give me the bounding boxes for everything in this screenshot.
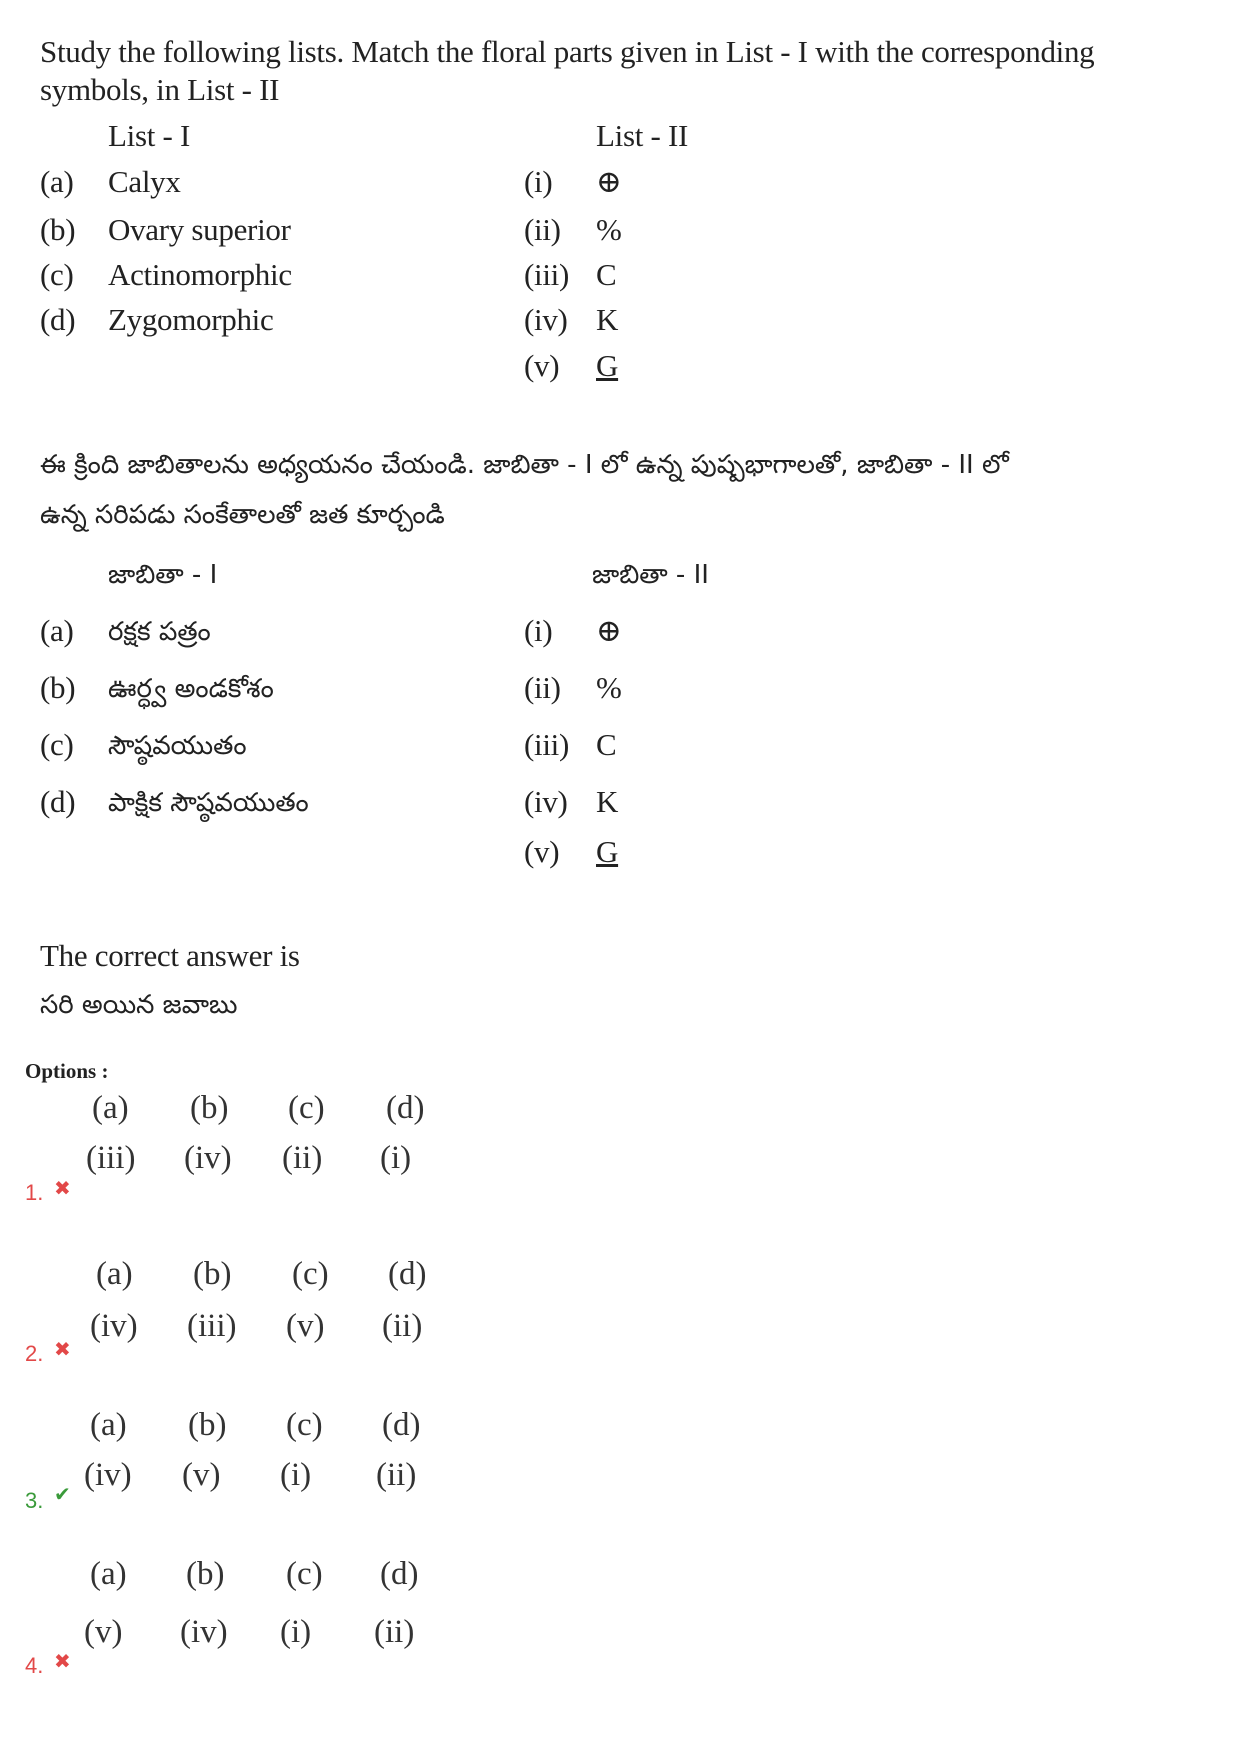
question-line-1-te: ఈ క్రింది జాబితాలను అధ్యయనం చేయండి. జాబితా - I లో ఉన్న పుష్పభాగాలతో, జాబితా - II లో: [40, 450, 1009, 480]
option-1-number: 1.: [25, 1180, 44, 1205]
answer-prompt-te: సరి అయిన జవాబు: [40, 990, 238, 1020]
list1-te-label-c: (c): [40, 727, 74, 762]
list1-en-label-c: (c): [40, 257, 74, 292]
answer-prompt-en: The correct answer is: [40, 938, 300, 973]
option-4-value-1: (iv): [180, 1614, 228, 1650]
cross-icon: ✖: [54, 1649, 71, 1673]
option-1-value-3: (i): [380, 1140, 412, 1176]
option-2-number: 2.: [25, 1341, 44, 1366]
list2-te-symbol-i: ⊕: [596, 613, 622, 648]
list2-en-label-iv: (iv): [524, 302, 568, 337]
list2-en-label-ii: (ii): [524, 212, 561, 247]
option-2-value-1: (iii): [187, 1308, 237, 1344]
question-line-2-en: symbols, in List - II: [40, 72, 280, 107]
list1-header-te: జాబితా - I: [108, 560, 218, 590]
option-4-value-3: (ii): [374, 1614, 415, 1650]
list1-en-text-b: Ovary superior: [108, 212, 291, 247]
option-1-value-0: (iii): [86, 1140, 136, 1176]
option-1-value-2: (ii): [282, 1140, 323, 1176]
option-4-header-0: (a): [90, 1556, 127, 1592]
list1-te-text-b: ఊర్ధ్వ అండకోశం: [108, 674, 274, 704]
list2-te-label-iii: (iii): [524, 727, 569, 762]
list1-en-label-d: (d): [40, 302, 76, 337]
option-2-header-3: (d): [388, 1256, 427, 1292]
list2-en-label-i: (i): [524, 164, 553, 199]
list2-en-symbol-v: G: [596, 348, 619, 383]
option-1-value-1: (iv): [184, 1140, 232, 1176]
option-2-value-2: (v): [286, 1308, 325, 1344]
list2-te-label-ii: (ii): [524, 670, 561, 705]
list2-te-label-iv: (iv): [524, 784, 568, 819]
list2-te-label-i: (i): [524, 613, 553, 648]
list2-te-symbol-v: G: [596, 834, 619, 869]
question-line-1-en: Study the following lists. Match the floral parts given in List - I with the corresponding: [40, 34, 1095, 69]
check-icon: ✔: [54, 1482, 71, 1506]
list1-en-text-a: Calyx: [108, 164, 181, 199]
option-1-header-0: (a): [92, 1090, 129, 1126]
list2-header-en: List - II: [596, 118, 688, 153]
list2-en-symbol-iii: C: [596, 257, 617, 292]
option-2-header-1: (b): [193, 1256, 232, 1292]
option-1-header-2: (c): [288, 1090, 325, 1126]
option-4-header-1: (b): [186, 1556, 225, 1592]
option-3-header-1: (b): [188, 1407, 227, 1443]
list2-en-label-v: (v): [524, 348, 560, 383]
option-1-header-3: (d): [386, 1090, 425, 1126]
option-4-number: 4.: [25, 1653, 44, 1678]
list2-en-symbol-i: ⊕: [596, 164, 622, 199]
options-label: Options :: [25, 1059, 109, 1083]
option-3-header-3: (d): [382, 1407, 421, 1443]
list2-header-te: జాబితా - II: [592, 560, 709, 590]
list2-te-label-v: (v): [524, 834, 560, 869]
list2-te-symbol-iv: K: [596, 784, 619, 819]
list1-te-text-a: రక్షక పత్రం: [108, 617, 211, 647]
cross-icon: ✖: [54, 1337, 71, 1361]
list2-te-symbol-ii: %: [596, 670, 622, 705]
option-2-value-3: (ii): [382, 1308, 423, 1344]
list1-en-label-b: (b): [40, 212, 76, 247]
option-1-header-1: (b): [190, 1090, 229, 1126]
list2-en-label-iii: (iii): [524, 257, 569, 292]
option-3-header-2: (c): [286, 1407, 323, 1443]
list1-en-text-c: Actinomorphic: [108, 257, 292, 292]
option-3-header-0: (a): [90, 1407, 127, 1443]
option-2-header-0: (a): [96, 1256, 133, 1292]
list2-en-symbol-ii: %: [596, 212, 622, 247]
list1-en-label-a: (a): [40, 164, 74, 199]
option-3-value-2: (i): [280, 1457, 312, 1493]
list1-te-label-b: (b): [40, 670, 76, 705]
option-3-value-0: (iv): [84, 1457, 132, 1493]
option-2-header-2: (c): [292, 1256, 329, 1292]
option-4-value-0: (v): [84, 1614, 123, 1650]
question-line-2-te: ఉన్న సరిపడు సంకేతాలతో జత కూర్చండి: [40, 500, 445, 530]
list1-te-label-a: (a): [40, 613, 74, 648]
list2-en-symbol-iv: K: [596, 302, 619, 337]
option-3-value-1: (v): [182, 1457, 221, 1493]
option-3-value-3: (ii): [376, 1457, 417, 1493]
list1-te-text-c: సౌష్ఠవయుతం: [108, 731, 247, 761]
option-3-number: 3.: [25, 1488, 44, 1513]
option-4-value-2: (i): [280, 1614, 312, 1650]
list1-en-text-d: Zygomorphic: [108, 302, 274, 337]
list1-te-label-d: (d): [40, 784, 76, 819]
list1-header-en: List - I: [108, 118, 190, 153]
list1-te-text-d: పాక్షిక సౌష్ఠవయుతం: [108, 788, 309, 818]
option-4-header-3: (d): [380, 1556, 419, 1592]
option-2-value-0: (iv): [90, 1308, 138, 1344]
cross-icon: ✖: [54, 1176, 71, 1200]
option-4-header-2: (c): [286, 1556, 323, 1592]
list2-te-symbol-iii: C: [596, 727, 617, 762]
